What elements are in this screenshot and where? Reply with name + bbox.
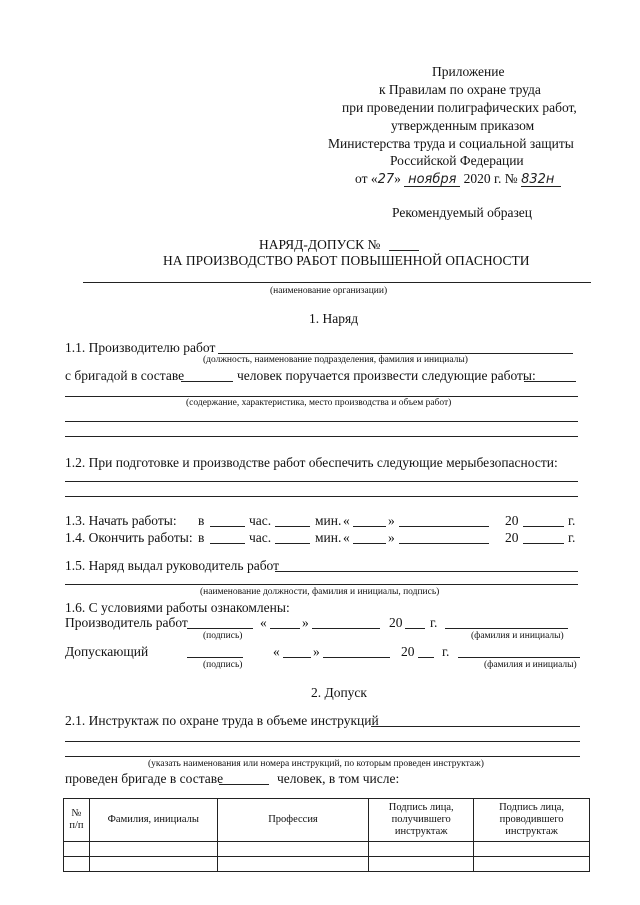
admitting-signature-caption: (подпись) <box>203 660 243 670</box>
col-name: Фамилия, инициалы <box>89 799 217 842</box>
p1-3-in: в <box>198 513 205 528</box>
p1-5-caption: (наименование должности, фамилия и инициалы, подпись) <box>200 587 440 597</box>
instructed-team-line[interactable] <box>219 784 269 785</box>
p2-1-caption: (указать наименования или номера инструкций, по которым проведен инструктаж) <box>148 759 484 769</box>
table-cell[interactable] <box>64 857 90 872</box>
producer-q-open: « <box>260 615 267 630</box>
admitting-fio-line[interactable] <box>458 657 580 658</box>
producer-fio-line[interactable] <box>445 628 568 629</box>
team-size-line[interactable] <box>181 381 233 382</box>
table-cell[interactable] <box>64 842 90 857</box>
permit-number-line[interactable] <box>389 250 419 251</box>
end-year-line[interactable] <box>523 543 564 544</box>
title-line-2: НА ПРОИЗВОДСТВО РАБОТ ПОВЫШЕННОЙ ОПАСНОСТИ <box>163 253 530 268</box>
admitting-day-line[interactable] <box>283 657 311 658</box>
producer-month-line[interactable] <box>312 628 380 629</box>
table-row <box>64 857 590 872</box>
producer-signature-line[interactable] <box>187 628 253 629</box>
work-line-1[interactable] <box>524 381 576 382</box>
admitting-q-open: « <box>273 644 280 659</box>
p1-1-team-a: с бригадой в составе <box>65 368 185 383</box>
date-year: 2020 г. № <box>463 171 518 186</box>
table-cell[interactable] <box>369 842 474 857</box>
p1-4-in: в <box>198 530 205 545</box>
issuer-line-2[interactable] <box>65 584 578 585</box>
end-month-line[interactable] <box>399 543 489 544</box>
producer-year-g: г. <box>430 615 438 630</box>
producer-signature-caption: (подпись) <box>203 631 243 641</box>
p1-1-caption: (должность, наименование подразделения, фамилия и инициалы) <box>203 355 468 365</box>
admitting-signature-line[interactable] <box>187 657 243 658</box>
p1-3-minutes: мин. <box>315 513 342 528</box>
start-day-line[interactable] <box>353 526 386 527</box>
producer-line[interactable] <box>218 353 573 354</box>
producer-label: Производитель работ <box>65 615 188 630</box>
end-minute-line[interactable] <box>275 543 310 544</box>
p1-4-year-g: г. <box>568 530 576 545</box>
start-hour-line[interactable] <box>210 526 245 527</box>
col-received-b: получившего <box>391 814 451 825</box>
section-1-heading: 1. Наряд <box>309 311 359 326</box>
admitting-fio-caption: (фамилия и инициалы) <box>484 660 577 670</box>
p1-4-q-close: » <box>388 530 395 545</box>
p2-1-team-a: проведен бригаде в составе <box>65 771 224 786</box>
col-number-a: № <box>71 808 82 819</box>
p2-1-label: 2.1. Инструктаж по охране труда в объеме инструкций <box>65 713 379 728</box>
col-conducted-b: проводившего <box>499 814 564 825</box>
p2-1-team-b: человек, в том числе: <box>277 771 400 786</box>
producer-day-line[interactable] <box>270 628 300 629</box>
table-cell[interactable] <box>474 842 590 857</box>
p1-3-year-20: 20 <box>505 513 519 528</box>
admitting-year-g: г. <box>442 644 450 659</box>
safety-line-2[interactable] <box>65 496 578 497</box>
admitting-label: Допускающий <box>65 644 149 659</box>
producer-q-close: » <box>302 615 309 630</box>
col-received <box>369 799 474 842</box>
admitting-year-line[interactable] <box>418 657 434 658</box>
recommended-sample: Рекомендуемый образец <box>392 205 533 220</box>
p1-4-q-open: « <box>343 530 350 545</box>
start-minute-line[interactable] <box>275 526 310 527</box>
instructions-line-1[interactable] <box>371 726 580 727</box>
table-cell[interactable] <box>369 857 474 872</box>
col-conducted-c: инструктаж <box>505 826 558 837</box>
col-received-c: инструктаж <box>394 826 448 837</box>
table-cell[interactable] <box>217 842 369 857</box>
org-caption: (наименование организации) <box>270 286 388 296</box>
admitting-year-20: 20 <box>401 644 415 659</box>
instructions-line-2[interactable] <box>65 741 580 742</box>
date-prefix: от « <box>355 171 378 186</box>
briefing-table <box>63 798 590 872</box>
work-line-3[interactable] <box>65 421 578 422</box>
col-received-a: Подпись лица, <box>388 802 454 813</box>
p1-3-label: 1.3. Начать работы: <box>65 513 177 528</box>
header-line-4: утвержденным приказом <box>391 118 535 133</box>
title-line-1: НАРЯД-ДОПУСК № <box>259 237 381 252</box>
instructions-line-3[interactable] <box>65 756 580 757</box>
header-line-3: при проведении полиграфических работ, <box>342 100 577 115</box>
col-conducted-a: Подпись лица, <box>499 802 565 813</box>
col-profession: Профессия <box>217 799 369 842</box>
p1-5-label: 1.5. Наряд выдал руководитель работ <box>65 558 280 573</box>
producer-year-line[interactable] <box>405 628 425 629</box>
end-hour-line[interactable] <box>210 543 245 544</box>
admitting-month-line[interactable] <box>323 657 390 658</box>
p1-3-hours: час. <box>249 513 272 528</box>
p1-3-q-open: « <box>343 513 350 528</box>
p1-3-q-close: » <box>388 513 395 528</box>
order-date-line <box>355 171 561 187</box>
issuer-line-1[interactable] <box>275 571 578 572</box>
date-mid: » <box>394 171 401 186</box>
p1-6-label: 1.6. С условиями работы ознакомлены: <box>65 600 290 615</box>
col-number <box>64 799 90 842</box>
org-name-line[interactable] <box>83 282 591 283</box>
p1-3-year-g: г. <box>568 513 576 528</box>
producer-year-20: 20 <box>389 615 403 630</box>
header-line-6: Российской Федерации <box>390 153 524 168</box>
p1-2-label: 1.2. При подготовке и производстве работ обеспечить следующие мерыбезопасности: <box>65 455 558 470</box>
table-cell[interactable] <box>474 857 590 872</box>
p1-4-label: 1.4. Окончить работы: <box>65 530 193 545</box>
table-cell[interactable] <box>89 857 217 872</box>
start-year-line[interactable] <box>523 526 564 527</box>
producer-fio-caption: (фамилия и инициалы) <box>471 631 564 641</box>
start-month-line[interactable] <box>399 526 489 527</box>
work-line-4[interactable] <box>65 436 578 437</box>
p1-1-caption-2: (содержание, характеристика, место производства и объем работ) <box>186 398 452 408</box>
p1-4-year-20: 20 <box>505 530 519 545</box>
table-header-row <box>64 799 590 842</box>
header-line-5: Министерства труда и социальной защиты <box>328 136 574 151</box>
work-line-2[interactable] <box>65 396 578 397</box>
header-line-2: к Правилам по охране труда <box>379 82 541 97</box>
col-conducted <box>474 799 590 842</box>
date-month: ноября <box>404 173 460 187</box>
header-line-1: Приложение <box>432 64 505 79</box>
admitting-q-close: » <box>313 644 320 659</box>
table-cell[interactable] <box>217 857 369 872</box>
safety-line-1[interactable] <box>65 481 578 482</box>
p1-4-minutes: мин. <box>315 530 342 545</box>
p1-1-label: 1.1. Производителю работ <box>65 340 216 355</box>
table-cell[interactable] <box>89 842 217 857</box>
date-day: 27 <box>377 172 395 187</box>
section-2-heading: 2. Допуск <box>311 685 367 700</box>
table-row <box>64 842 590 857</box>
end-day-line[interactable] <box>353 543 386 544</box>
col-number-b: п/п <box>69 820 84 831</box>
order-number: 832н <box>521 173 561 187</box>
p1-1-team-b: человек поручается произвести следующие работы: <box>237 368 536 383</box>
p1-4-hours: час. <box>249 530 272 545</box>
